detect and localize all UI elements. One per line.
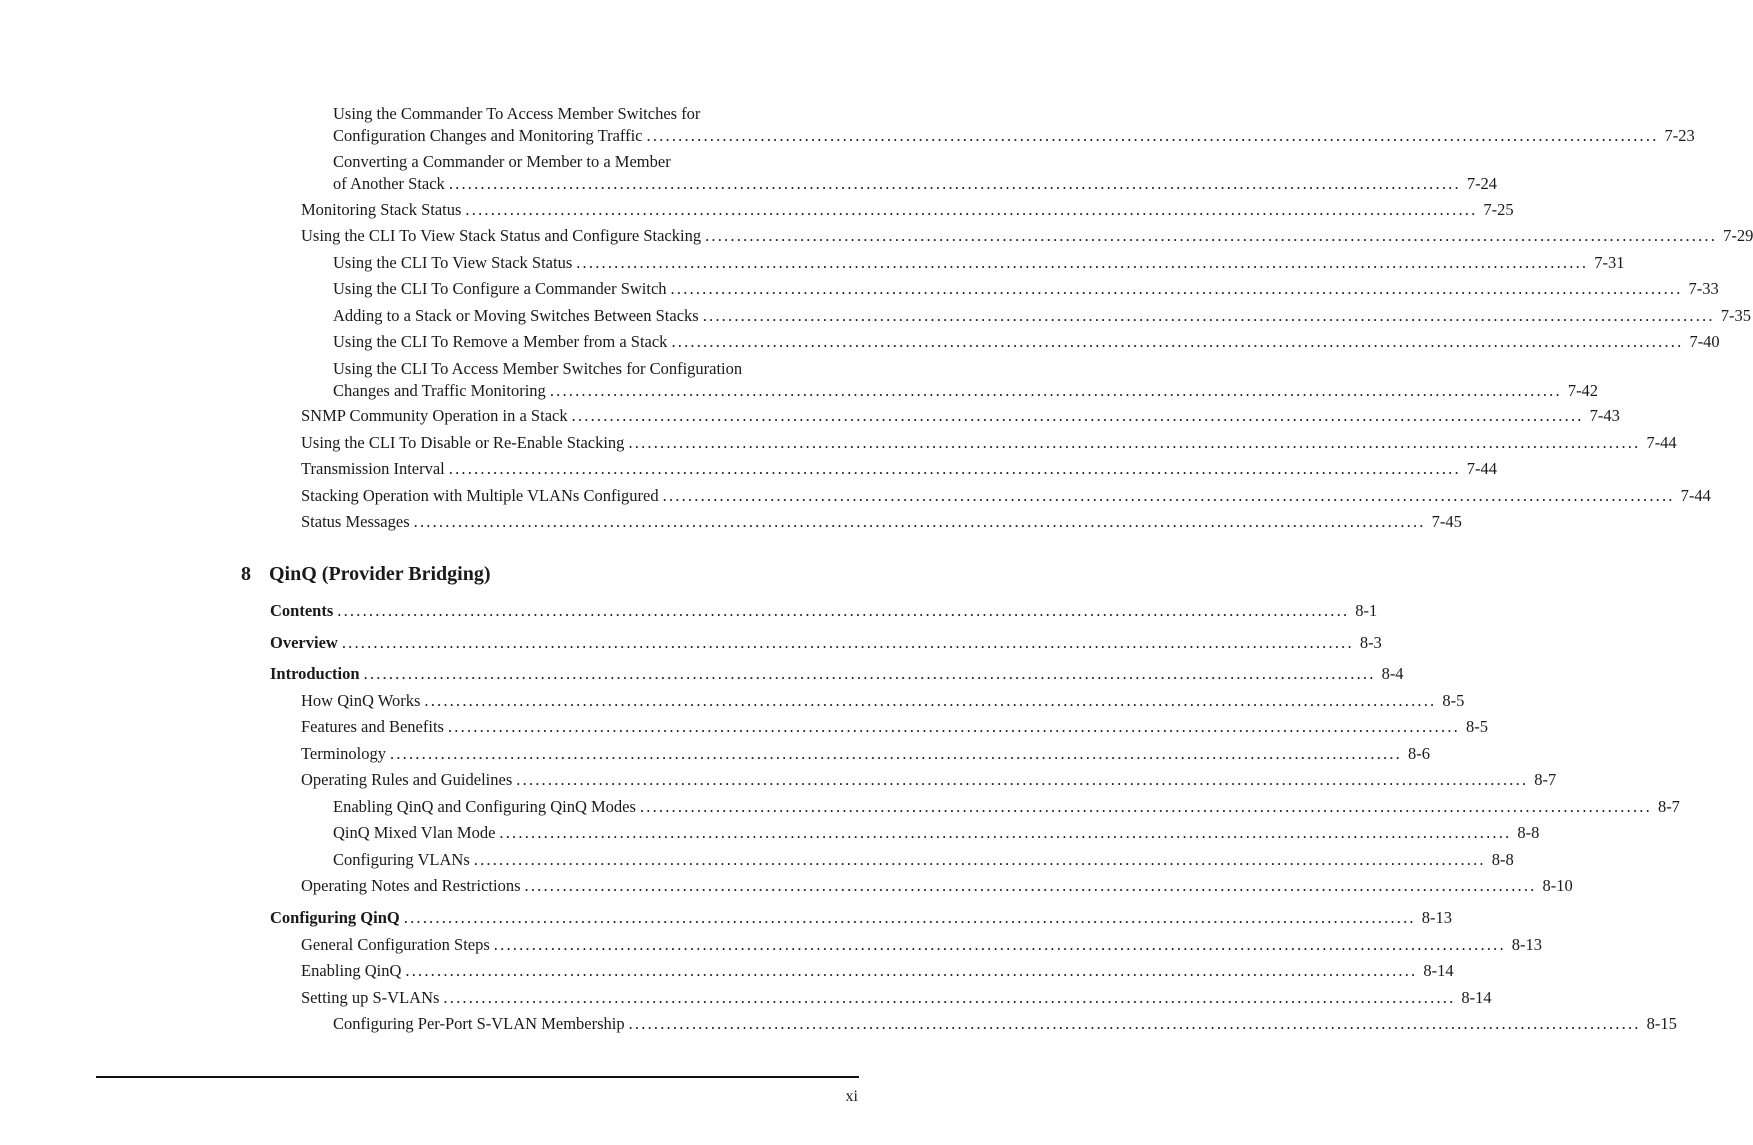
toc-entry-title: Contents (270, 601, 334, 620)
chapter-heading (241, 563, 491, 586)
toc-entry-title: Status Messages (301, 512, 410, 531)
toc-entry[interactable] (301, 875, 1573, 897)
toc-entry-title: Using the CLI To Configure a Commander Switch (333, 279, 667, 298)
page-number: xi (845, 1088, 858, 1105)
toc-entry[interactable] (301, 225, 1753, 247)
toc-entry[interactable] (333, 305, 1751, 327)
toc-entry[interactable] (301, 690, 1465, 712)
chapter-title: QinQ (Provider Bridging) (269, 563, 491, 585)
toc-entry-title: Enabling QinQ (301, 961, 402, 980)
toc-entry-title: Setting up S-VLANs (301, 988, 440, 1007)
toc-entry-title: Stacking Operation with Multiple VLANs Configured (301, 486, 659, 505)
toc-entry-line (301, 458, 1498, 480)
toc-entry-page: 7-44 (1680, 486, 1711, 505)
toc-entry-line (333, 1013, 1677, 1035)
toc-entry-title: Changes and Traffic Monitoring (333, 381, 546, 400)
dot-leader: ................................................................................................................................................................ (628, 433, 1641, 452)
dot-leader: ................................................................................................................................................................ (639, 797, 1652, 816)
dot-leader: ................................................................................................................................................................ (337, 601, 1350, 620)
toc-entry-page: 7-40 (1689, 332, 1720, 351)
toc-entry-page: 8-10 (1542, 876, 1573, 895)
dot-leader: ................................................................................................................................................................ (524, 876, 1537, 895)
toc-entry-page: 7-33 (1688, 279, 1719, 298)
toc-entry[interactable] (270, 663, 1404, 685)
toc-entry-line (333, 103, 855, 125)
dot-leader: ................................................................................................................................................................ (705, 226, 1718, 245)
toc-entry-line (270, 632, 1382, 654)
dot-leader: ................................................................................................................................................................ (443, 988, 1456, 1007)
toc-entry[interactable] (301, 934, 1543, 956)
toc-entry[interactable] (333, 278, 1719, 300)
dot-leader: ................................................................................................................................................................ (670, 279, 1683, 298)
toc-entry-page: 8-14 (1461, 988, 1492, 1007)
toc-entry-line (301, 743, 1430, 765)
toc-entry[interactable] (270, 600, 1378, 622)
toc-entry-page: 7-35 (1720, 306, 1751, 325)
toc-entry-title: Terminology (301, 744, 386, 763)
toc-entry-line (333, 252, 1625, 274)
toc-entry-title: Using the CLI To View Stack Status (333, 253, 573, 272)
toc-entry-line (333, 358, 855, 380)
dot-leader: ................................................................................................................................................................ (671, 332, 1684, 351)
toc-entry[interactable] (301, 769, 1557, 791)
toc-entry-page: 8-8 (1491, 850, 1514, 869)
toc-entry-line (301, 405, 1620, 427)
toc-entry-title: Using the CLI To View Stack Status and Configure Stacking (301, 226, 702, 245)
toc-entry-line (333, 125, 1695, 147)
toc-entry[interactable] (301, 743, 1430, 765)
toc-entry-title: Monitoring Stack Status (301, 200, 462, 219)
toc-entry[interactable] (333, 103, 1695, 147)
dot-leader: ................................................................................................................................................................ (424, 691, 1437, 710)
toc-entry-page: 8-8 (1517, 823, 1540, 842)
toc-entry-page: 8-5 (1465, 717, 1488, 736)
toc-entry-page: 7-25 (1483, 200, 1514, 219)
toc-entry-line (301, 511, 1462, 533)
dot-leader: ................................................................................................................................................................ (576, 253, 1589, 272)
toc-entry-page: 8-4 (1381, 664, 1404, 683)
dot-leader: ................................................................................................................................................................ (473, 850, 1486, 869)
toc-entry-line (333, 278, 1719, 300)
toc-entry-title: Adding to a Stack or Moving Switches Between Stacks (333, 306, 699, 325)
toc-entry-page: 7-23 (1664, 126, 1695, 145)
dot-leader: ................................................................................................................................................................ (447, 717, 1460, 736)
toc-entry-line (301, 432, 1677, 454)
toc-entry-title: Using the Commander To Access Member Switches for (333, 104, 701, 123)
toc-entry[interactable] (333, 796, 1680, 818)
toc-entry-line (333, 849, 1514, 871)
dot-leader: ................................................................................................................................................................ (403, 908, 1416, 927)
toc-entry-line (301, 769, 1557, 791)
toc-entry-title: Configuring Per-Port S-VLAN Membership (333, 1014, 625, 1033)
toc-entry-title: Using the CLI To Disable or Re-Enable Stacking (301, 433, 625, 452)
toc-entry-page: 8-6 (1408, 744, 1430, 763)
toc-entry-title: Configuring QinQ (270, 908, 400, 927)
toc-entry[interactable] (301, 458, 1498, 480)
toc-entry-title: Converting a Commander or Member to a Member (333, 152, 671, 171)
toc-entry-title: Operating Notes and Restrictions (301, 876, 521, 895)
dot-leader: ................................................................................................................................................................ (571, 406, 1584, 425)
toc-entry-line (301, 199, 1514, 221)
dot-leader: ................................................................................................................................................................ (341, 633, 1354, 652)
dot-leader: ................................................................................................................................................................ (413, 512, 1426, 531)
toc-entry-line (301, 987, 1492, 1009)
toc-entry-page: 8-5 (1442, 691, 1465, 710)
toc-entry[interactable] (301, 716, 1488, 738)
toc-entry-page: 7-44 (1646, 433, 1677, 452)
toc-entry-page: 8-15 (1646, 1014, 1677, 1033)
toc-entry-page: 7-45 (1431, 512, 1462, 531)
toc-entry-line (301, 225, 1753, 247)
toc-entry-title: Configuring VLANs (333, 850, 470, 869)
toc-entry-line (333, 796, 1680, 818)
dot-leader: ................................................................................................................................................................ (662, 486, 1675, 505)
toc-entry-page: 8-13 (1511, 935, 1543, 954)
toc-entry[interactable] (333, 358, 1599, 402)
toc-entry[interactable] (301, 960, 1454, 982)
toc-entry[interactable] (333, 252, 1625, 274)
toc-entry-page: 7-44 (1466, 459, 1498, 478)
toc-entry-title: Features and Benefits (301, 717, 444, 736)
toc-entry[interactable] (301, 432, 1677, 454)
dot-leader: ................................................................................................................................................................ (516, 770, 1529, 789)
dot-leader: ................................................................................................................................................................ (646, 126, 1659, 145)
toc-entry-title: How QinQ Works (301, 691, 421, 710)
toc-entry-line (333, 331, 1720, 353)
dot-leader: ................................................................................................................................................................ (702, 306, 1715, 325)
toc-entry[interactable] (333, 849, 1514, 871)
toc-entry-line (301, 485, 1711, 507)
toc-entry-line (333, 151, 855, 173)
dot-leader: ................................................................................................................................................................ (493, 935, 1506, 954)
toc-entry-page: 8-14 (1423, 961, 1454, 980)
toc-entry[interactable] (333, 331, 1720, 353)
toc-entry-page: 8-1 (1355, 601, 1378, 620)
toc-entry-title: Introduction (270, 664, 360, 683)
toc-entry-title: Operating Rules and Guidelines (301, 770, 513, 789)
toc-entry-page: 7-29 (1723, 226, 1753, 245)
toc-entry[interactable] (301, 485, 1711, 507)
dot-leader: ................................................................................................................................................................ (465, 200, 1478, 219)
toc-entry-title: SNMP Community Operation in a Stack (301, 406, 568, 425)
toc-entry-title: Using the CLI To Remove a Member from a Stack (333, 332, 668, 351)
toc-entry-page: 8-7 (1657, 797, 1680, 816)
dot-leader: ................................................................................................................................................................ (363, 664, 1376, 683)
toc-entry[interactable] (270, 907, 1452, 929)
dot-leader: ................................................................................................................................................................ (628, 1014, 1641, 1033)
toc-entry-line (301, 960, 1454, 982)
toc-entry[interactable] (301, 405, 1620, 427)
toc-entry[interactable] (301, 199, 1514, 221)
toc-entry[interactable] (333, 822, 1540, 844)
toc-entry[interactable] (270, 632, 1382, 654)
toc-entry-page: 7-42 (1567, 381, 1599, 400)
toc-entry-title: Using the CLI To Access Member Switches for Configuration (333, 359, 743, 378)
toc-entry-title: Overview (270, 633, 338, 652)
toc-entry-page: 7-43 (1589, 406, 1620, 425)
toc-entry-title: QinQ Mixed Vlan Mode (333, 823, 496, 842)
toc-entry-line (301, 716, 1488, 738)
toc-entry-page: 8-7 (1534, 770, 1557, 789)
toc-entry-page: 7-31 (1594, 253, 1625, 272)
toc-entry-title: of Another Stack (333, 174, 445, 193)
toc-entry-page: 8-3 (1359, 633, 1382, 652)
dot-leader: ................................................................................................................................................................ (499, 823, 1512, 842)
toc-entry-line (270, 663, 1404, 685)
dot-leader: ................................................................................................................................................................ (448, 174, 1461, 193)
dot-leader: ................................................................................................................................................................ (549, 381, 1562, 400)
toc-entry-title: Configuration Changes and Monitoring Traffic (333, 126, 643, 145)
toc-entry-title: Enabling QinQ and Configuring QinQ Modes (333, 797, 636, 816)
chapter-number: 8 (241, 563, 251, 585)
toc-entry-line (301, 690, 1465, 712)
toc-entry-line (333, 305, 1751, 327)
dot-leader: ................................................................................................................................................................ (405, 961, 1418, 980)
toc-entry-title: Transmission Interval (301, 459, 445, 478)
toc-entry-title: General Configuration Steps (301, 935, 490, 954)
toc-entry-line (333, 380, 1599, 402)
toc-entry-page: 7-24 (1466, 174, 1498, 193)
dot-leader: ................................................................................................................................................................ (448, 459, 1461, 478)
toc-entry-line (333, 173, 1498, 195)
toc-entry[interactable] (333, 151, 1498, 195)
toc-entry-page: 8-13 (1421, 908, 1452, 927)
toc-entry[interactable] (333, 1013, 1677, 1035)
toc-entry-line (270, 600, 1378, 622)
toc-entry[interactable] (301, 511, 1462, 533)
dot-leader: ................................................................................................................................................................ (390, 744, 1402, 763)
footer-rule (96, 1076, 859, 1078)
toc-entry-line (333, 822, 1540, 844)
toc-entry-line (301, 934, 1543, 956)
toc-entry-line (301, 875, 1573, 897)
toc-entry-line (270, 907, 1452, 929)
toc-entry[interactable] (301, 987, 1492, 1009)
